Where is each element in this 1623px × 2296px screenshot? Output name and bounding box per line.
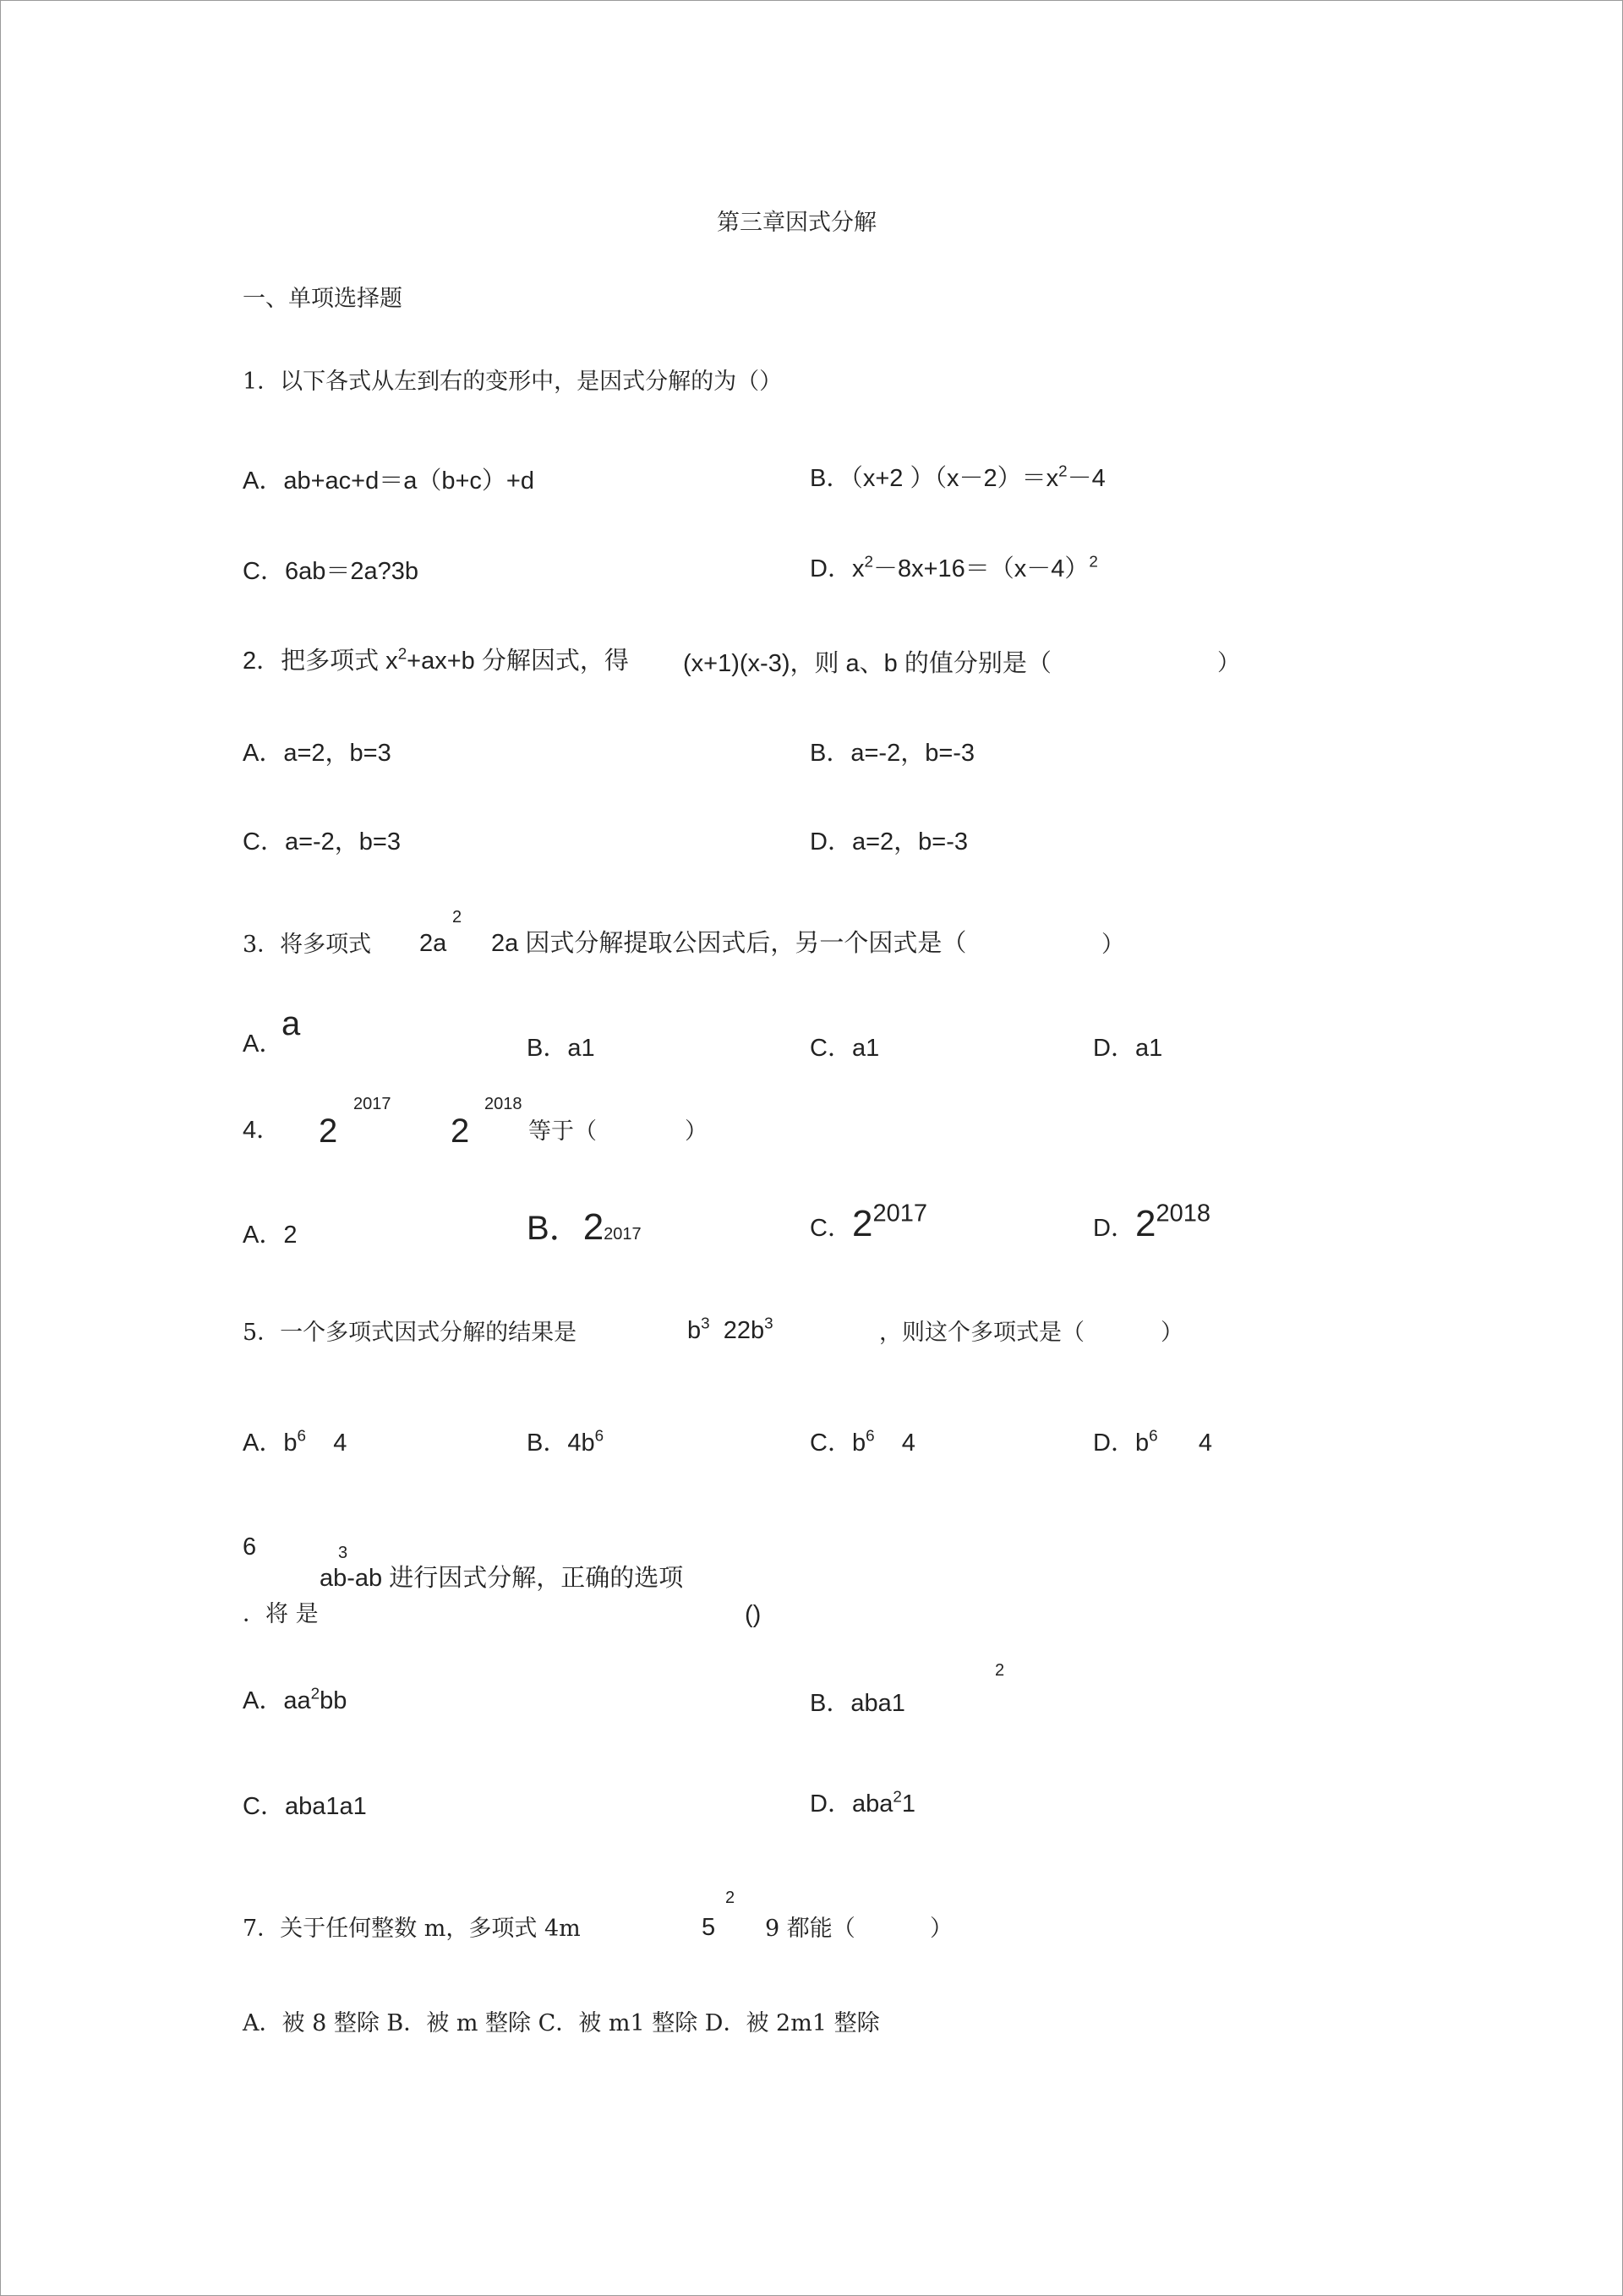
q3-option-c: C．a1 [810,1035,880,1062]
q6-expr: ab-ab 进行因式分解，正确的选项 [320,1565,684,1592]
q6-option-b-exponent: 2 [995,1661,1005,1680]
q4-base-2: 2 [451,1112,470,1150]
q7-options: A．被 8 整除 B．被 m 整除 C．被 m1 整除 D．被 2m1 整除 [243,2010,880,2036]
q4-tail: 等于（ [528,1118,597,1145]
q2-stem-factor: (x+1)(x-3)，则 a、b 的值分别是（ [683,650,1052,677]
q4-close: ） [685,1118,708,1145]
q6-option-c: C．aba1a1 [243,1793,367,1820]
page-title: 第三章因式分解 [717,210,877,236]
q3-expr-rest: 2a 因式分解提取公因式后，另一个因式是（ [491,930,967,957]
q5-stem: 5．一个多项式因式分解的结果是 [243,1320,577,1346]
q4-exp-1: 2017 [353,1095,391,1113]
q3-option-a-value: a [281,1005,301,1042]
q5-option-a: A．$b^6$ 4 [243,1426,347,1457]
q6-exponent: 3 [338,1544,348,1562]
q3-stem-close: ） [1101,932,1124,958]
q2-stem-close: ） [1217,650,1240,676]
q5-close: ） [1161,1320,1183,1346]
q6-option-a: A．$aa^2bb$ [243,1684,347,1714]
q2-option-a: A．a=2，b=3 [243,740,391,767]
q1-stem: 1．以下各式从左到右的变形中，是因式分解的为（） [243,369,783,395]
q2-option-d: D．a=2，b=-3 [810,828,968,856]
q5-option-b: B．$4b^6$ [527,1426,604,1457]
q2-option-b: B．a=-2，b=-3 [810,740,975,767]
q3-expr-term: 2a [419,930,447,957]
q1-option-c: C．6ab＝2a?3b [243,558,418,585]
q4-option-a: A．2 [243,1222,298,1249]
q6-option-d: D．aba$^2$1 [810,1787,915,1818]
q1-option-d: D．$x^2-8x+16=(x-4)^2$ [810,552,1098,582]
q4-base-1: 2 [319,1112,338,1150]
q5-option-d: D．$b^6$ 4 [1093,1426,1213,1457]
q4-option-c: C．$2^{2017}$ [810,1200,927,1244]
q3-stem: 3．将多项式 [243,932,372,958]
q2-stem: 2．把多项式 $x^2+ax+b$ 分解因式，得 [243,644,629,675]
q6-number: 6 [243,1533,257,1561]
q1-option-b: B．（x+2 ）$(x-2)=x^2-4$ [810,462,1106,492]
q7-stem: 7．关于任何整数 m，多项式 4m [243,1916,581,1942]
section-heading: 一、单项选择题 [243,286,402,312]
q7-term-9: 9 都能（ [765,1916,855,1942]
q6-option-b: B．aba1 [810,1690,905,1717]
q3-option-a-label: A． [243,1030,284,1058]
q2-option-c: C．a=-2，b=3 [243,828,401,856]
q5-tail: ，则这个多项式是（ [879,1320,1085,1346]
q7-term-5: 5 [702,1914,716,1941]
q6-paren: () [745,1601,762,1628]
q5-expr: $b^3$ $22b^3$ [687,1314,773,1344]
q4-number: 4． [243,1117,281,1144]
q7-close: ） [930,1916,953,1942]
q4-option-d: D．$2^{2018}$ [1093,1200,1210,1244]
q3-option-b: B．a1 [527,1035,595,1062]
q4-exp-2: 2018 [484,1095,522,1113]
q1-option-a: A．ab+ac+d＝a（b+c）+d [243,467,534,495]
q7-exponent: 2 [725,1889,735,1907]
q5-option-c: C．$b^6$ 4 [810,1426,915,1457]
q3-exponent: 2 [452,908,462,927]
q4-option-b: B．22017 [527,1206,642,1248]
q6-line2: ．将 是 [243,1601,319,1627]
q3-option-d: D．a1 [1093,1035,1163,1062]
